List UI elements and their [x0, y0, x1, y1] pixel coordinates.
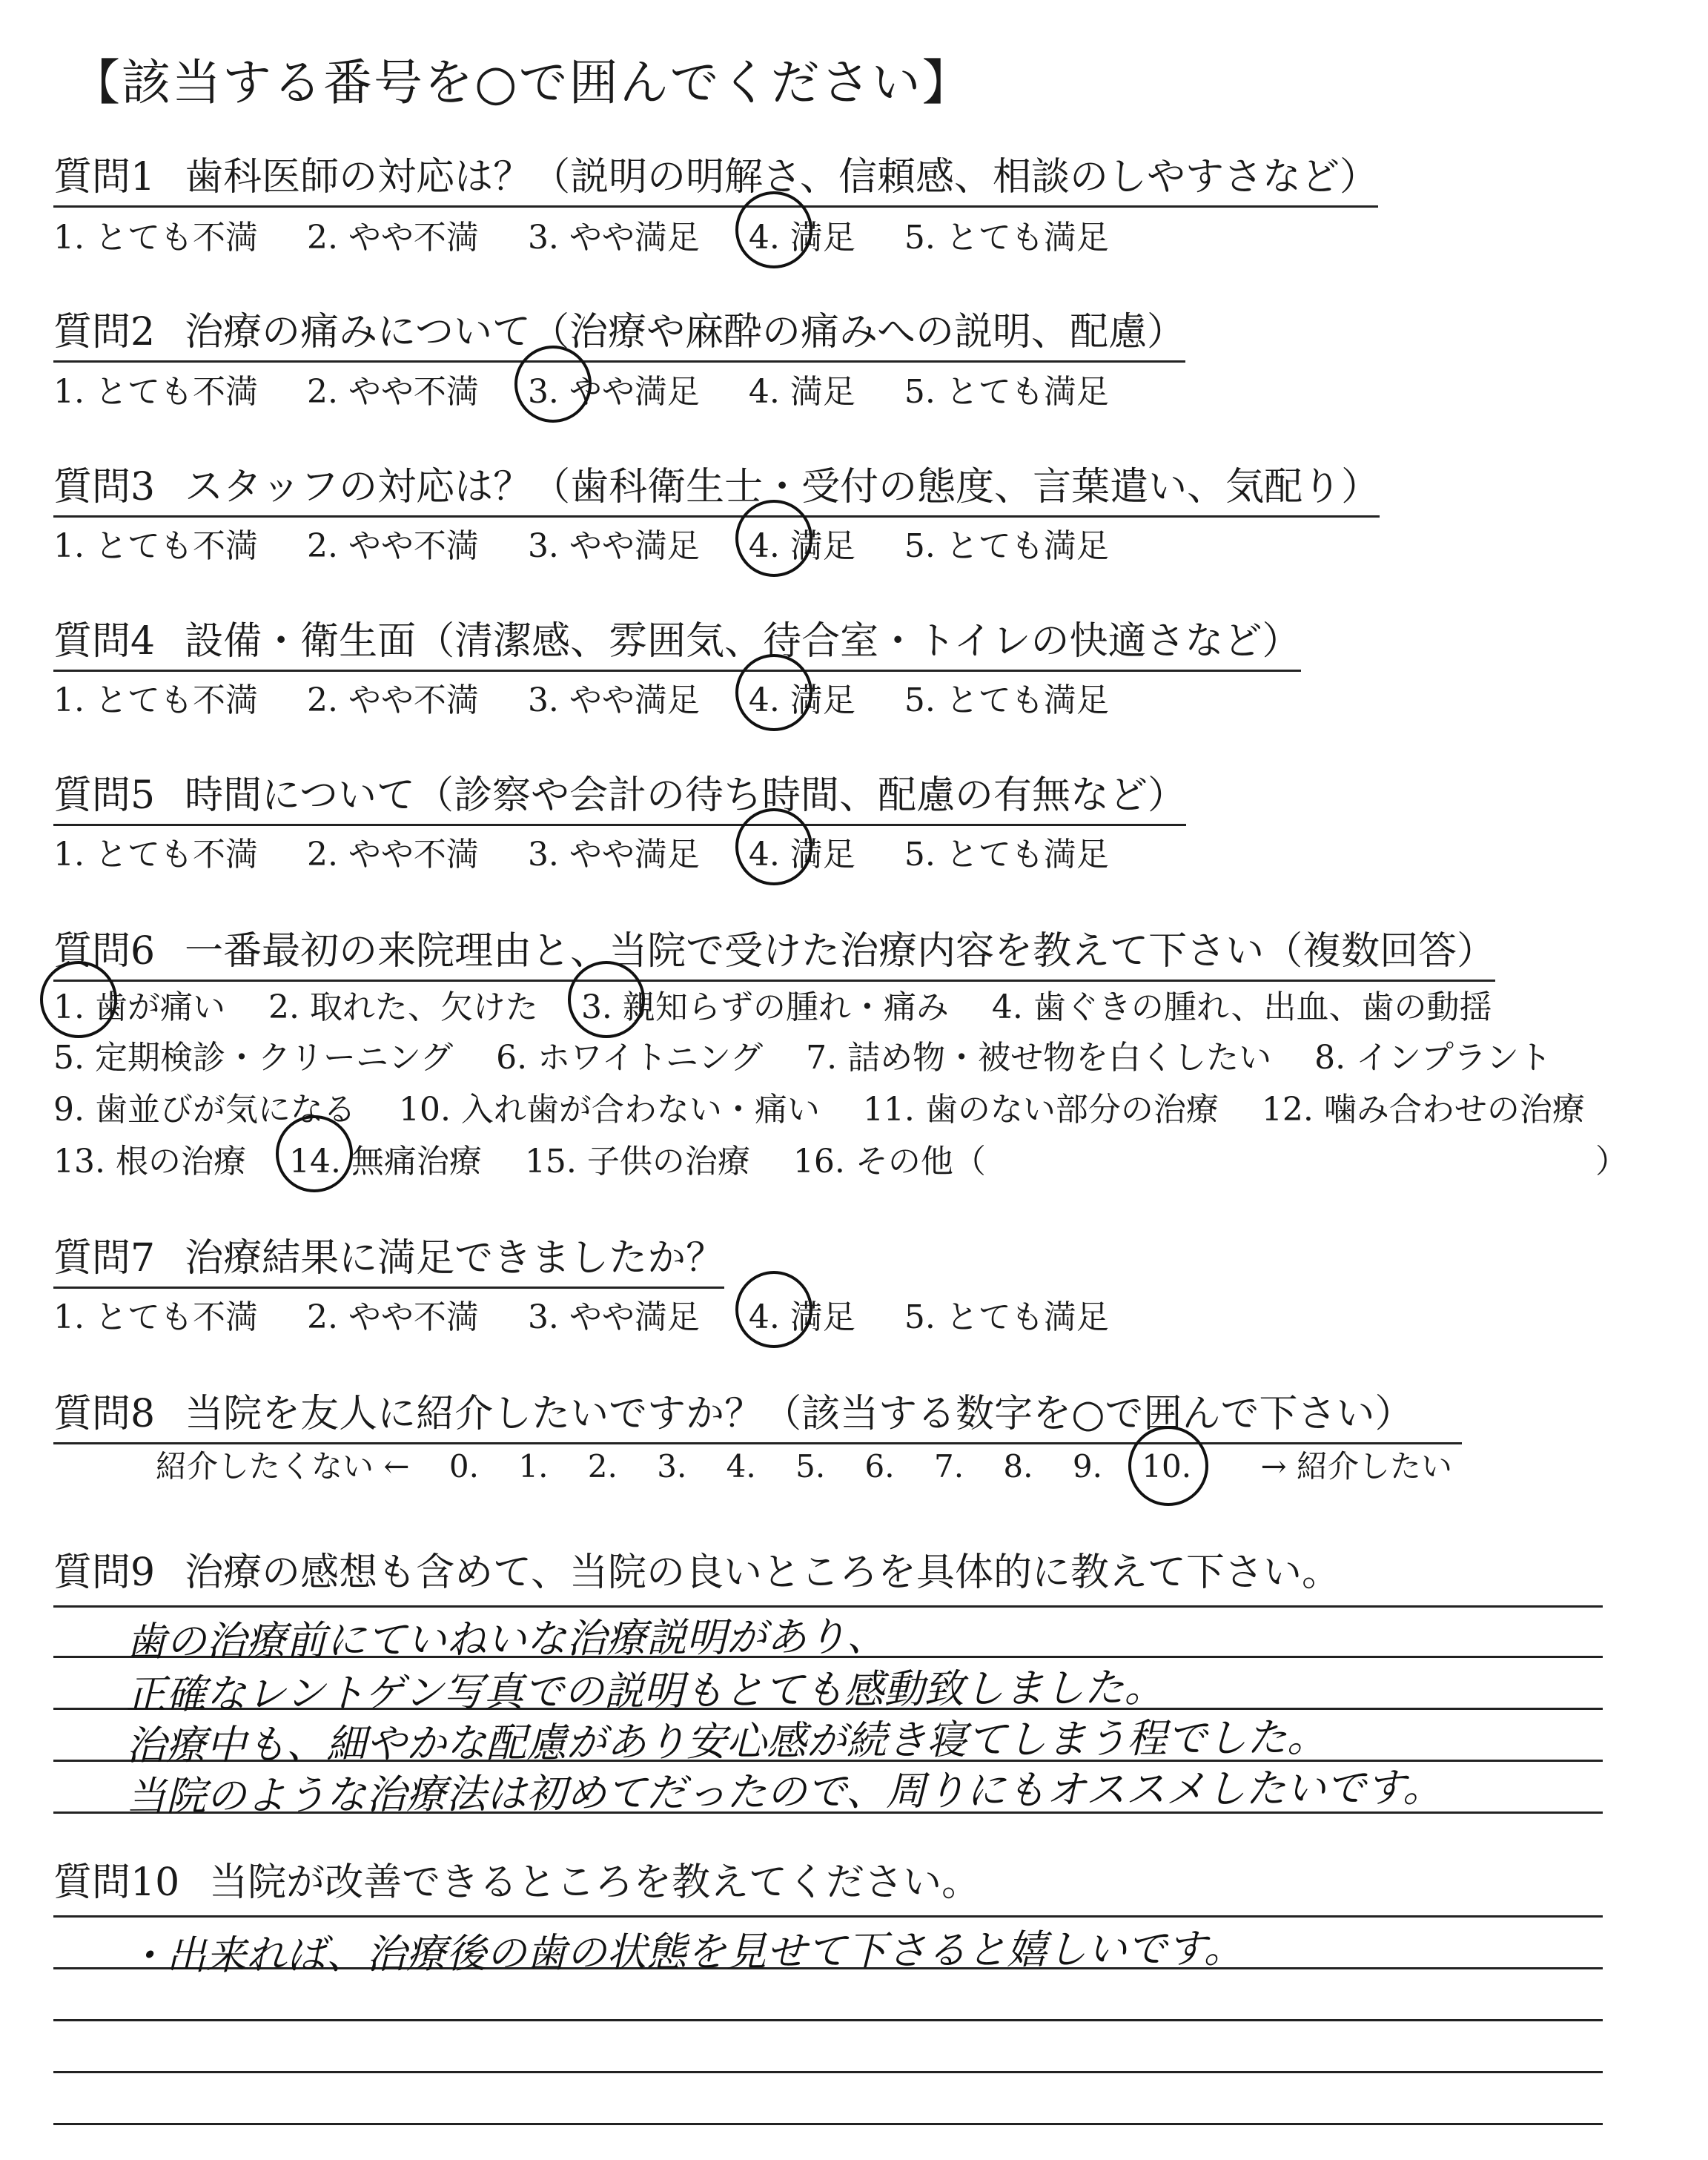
option-3[interactable]: 3. やや満足	[527, 219, 700, 257]
option-3-selected[interactable]: 3. 親知らずの腫れ・痛み	[581, 980, 949, 1028]
question-7-options	[53, 1290, 1148, 1338]
question-8-heading	[53, 1382, 1462, 1444]
selection-circle	[735, 191, 812, 268]
selection-circle	[735, 500, 812, 577]
selection-circle	[735, 654, 812, 731]
option-4-selected[interactable]: 4. 満足	[749, 211, 855, 258]
option-15[interactable]: 15. 子供の治療	[524, 1143, 750, 1180]
question-number: 質問3	[53, 465, 156, 509]
selection-circle	[40, 961, 117, 1038]
scale-value-8[interactable]: 8.	[1003, 1448, 1033, 1484]
option-1[interactable]: 1. とても不満	[53, 527, 258, 565]
option-2[interactable]: 2. やや不満	[306, 836, 479, 873]
page-title: 【該当する番号を○で囲んでください】	[71, 54, 973, 111]
question-text: 歯科医師の対応は？（説明の明解さ、信頼感、相談のしやすさなど）	[185, 155, 1379, 199]
option-10[interactable]: 10. 入れ歯が合わない・痛い	[398, 1091, 820, 1129]
question-number: 質問4	[53, 619, 156, 664]
option-11[interactable]: 11. 歯のない部分の治療	[862, 1091, 1219, 1129]
option-1[interactable]: 1. とても不満	[53, 219, 258, 257]
question-6-row-2	[53, 1031, 1584, 1078]
option-2[interactable]: 2. やや不満	[306, 219, 479, 257]
option-14-selected[interactable]: 14. 無痛治療	[289, 1135, 482, 1182]
option-9[interactable]: 9. 歯並びが気になる	[53, 1091, 356, 1129]
scale-value-5[interactable]: 5.	[795, 1448, 826, 1484]
question-6-row-3	[53, 1083, 1618, 1130]
question-4-heading	[53, 610, 1301, 672]
question-number: 質問7	[53, 1236, 156, 1281]
option-1[interactable]: 1. とても不満	[53, 373, 258, 411]
question-text: 治療の痛みについて（治療や麻酔の痛みへの説明、配慮）	[185, 310, 1186, 354]
recommend-scale	[156, 1442, 1482, 1487]
option-4-selected[interactable]: 4. 満足	[749, 519, 855, 567]
question-3-heading	[53, 455, 1380, 518]
question-text: スタッフの対応は？（歯科衛生士・受付の態度、言葉遣い、気配り）	[185, 465, 1380, 509]
question-text: 一番最初の来院理由と、当院で受けた治療内容を教えて下さい（複数回答）	[185, 929, 1496, 974]
scale-value-10-selected[interactable]: 10.	[1142, 1448, 1221, 1484]
question-6-heading	[53, 919, 1495, 982]
question-text: 治療結果に満足できましたか？	[185, 1236, 725, 1281]
answer-line	[53, 2019, 1603, 2021]
question-1-heading	[53, 145, 1378, 208]
q9-handwritten-line-4: 当院のような治療法は初めてだったので、周りにもオススメしたいです。	[125, 1763, 1443, 1820]
option-12[interactable]: 12. 噛み合わせの治療	[1261, 1091, 1585, 1129]
option-3[interactable]: 3. やや満足	[527, 836, 700, 873]
option-13[interactable]: 13. 根の治療	[53, 1143, 246, 1180]
q10-handwritten-line-1: ・出来れば、治療後の歯の状態を見せて下さると嬉しいです。	[125, 1924, 1244, 1980]
option-3[interactable]: 3. やや満足	[527, 681, 700, 719]
question-5-options	[53, 828, 1148, 875]
option-5[interactable]: 5. とても満足	[904, 836, 1109, 873]
option-2[interactable]: 2. やや不満	[306, 1298, 479, 1336]
answer-line	[53, 2123, 1603, 2125]
question-number: 質問2	[53, 310, 156, 354]
scale-value-6[interactable]: 6.	[864, 1448, 895, 1484]
question-number: 質問10	[53, 1860, 180, 1905]
scale-value-1[interactable]: 1.	[518, 1448, 549, 1484]
option-3[interactable]: 3. やや満足	[527, 1298, 700, 1336]
option-4[interactable]: 4. 歯ぐきの腫れ、出血、歯の動揺	[991, 988, 1492, 1026]
q9-handwritten-line-2: 正確なレントゲン写真での説明もとても感動致しました。	[125, 1664, 1165, 1718]
scale-value-3[interactable]: 3.	[657, 1448, 687, 1484]
question-9-heading	[53, 1541, 1340, 1601]
scale-value-7[interactable]: 7.	[933, 1448, 964, 1484]
question-6-row-1	[53, 980, 1525, 1028]
q9-handwritten-line-3: 治療中も、細やかな配慮があり安心感が続き寝てしまう程でした。	[125, 1714, 1328, 1769]
option-1[interactable]: 1. とても不満	[53, 681, 258, 719]
option-6[interactable]: 6. ホワイトニング	[496, 1039, 764, 1077]
question-4-options	[53, 673, 1148, 721]
question-5-heading	[53, 764, 1186, 826]
question-1-options	[53, 211, 1148, 258]
option-5[interactable]: 5. とても満足	[904, 373, 1109, 411]
option-3[interactable]: 3. やや満足	[527, 527, 700, 565]
scale-value-9[interactable]: 9.	[1072, 1448, 1102, 1484]
option-7[interactable]: 7. 詰め物・被せ物を白くしたい	[806, 1039, 1272, 1077]
scale-value-2[interactable]: 2.	[587, 1448, 618, 1484]
option-1[interactable]: 1. とても不満	[53, 836, 258, 873]
option-3-selected[interactable]: 3. やや満足	[528, 365, 700, 412]
question-number: 質問5	[53, 773, 156, 818]
option-2[interactable]: 2. やや不満	[306, 373, 479, 411]
answer-line	[53, 1915, 1603, 1918]
question-10-heading	[53, 1851, 980, 1911]
question-text: 当院が改善できるところを教えてください。	[209, 1860, 981, 1905]
selection-circle	[568, 961, 645, 1038]
option-4-selected[interactable]: 4. 満足	[749, 828, 855, 875]
option-2[interactable]: 2. 取れた、欠けた	[268, 988, 538, 1026]
question-3-options	[53, 519, 1148, 567]
answer-line	[53, 2071, 1603, 2073]
selection-circle	[735, 1271, 812, 1348]
question-2-options	[53, 365, 1148, 412]
question-text: 治療の感想も含めて、当院の良いところを具体的に教えて下さい。	[185, 1550, 1341, 1595]
option-2[interactable]: 2. やや不満	[306, 681, 479, 719]
option-4[interactable]: 4. 満足	[748, 373, 855, 411]
scale-value-0[interactable]: 0.	[448, 1448, 479, 1484]
option-5[interactable]: 5. 定期検診・クリーニング	[53, 1039, 454, 1077]
option-16-close-paren: ）	[1595, 1143, 1628, 1180]
question-number: 質問6	[53, 929, 156, 974]
question-2-heading	[53, 300, 1185, 363]
question-text: 時間について（診察や会計の待ち時間、配慮の有無など）	[185, 773, 1187, 818]
question-number: 質問8	[53, 1392, 156, 1436]
question-number: 質問9	[53, 1550, 156, 1595]
scale-right-label: → 紹介したい	[1260, 1448, 1452, 1484]
option-5[interactable]: 5. とても満足	[904, 219, 1109, 257]
selection-circle	[735, 808, 812, 885]
option-5[interactable]: 5. とても満足	[904, 1298, 1109, 1336]
selection-circle	[514, 346, 592, 423]
option-8[interactable]: 8. インプラント	[1314, 1039, 1552, 1077]
selection-circle	[276, 1115, 353, 1192]
option-1-selected[interactable]: 1. 歯が痛い	[53, 980, 225, 1028]
question-7-heading	[53, 1226, 724, 1289]
scale-value-4[interactable]: 4.	[726, 1448, 756, 1484]
question-number: 質問1	[53, 155, 156, 199]
option-16[interactable]: 16. その他（	[792, 1143, 986, 1180]
scale-left-label: 紹介したくない ←	[156, 1448, 410, 1484]
question-text: 設備・衛生面（清潔感、雰囲気、待合室・トイレの快適さなど）	[185, 619, 1301, 664]
option-5[interactable]: 5. とても満足	[904, 527, 1109, 565]
q9-handwritten-line-1: 歯の治療前にていねいな治療説明があり、	[125, 1613, 887, 1665]
option-4-selected[interactable]: 4. 満足	[749, 673, 855, 721]
question-text: 当院を友人に紹介したいですか？（該当する数字を○で囲んで下さい）	[185, 1392, 1414, 1436]
question-6-row-4	[53, 1135, 1628, 1182]
option-5[interactable]: 5. とても満足	[904, 681, 1109, 719]
option-4-selected[interactable]: 4. 満足	[749, 1290, 855, 1338]
option-1[interactable]: 1. とても不満	[53, 1298, 258, 1336]
option-2[interactable]: 2. やや不満	[306, 527, 479, 565]
